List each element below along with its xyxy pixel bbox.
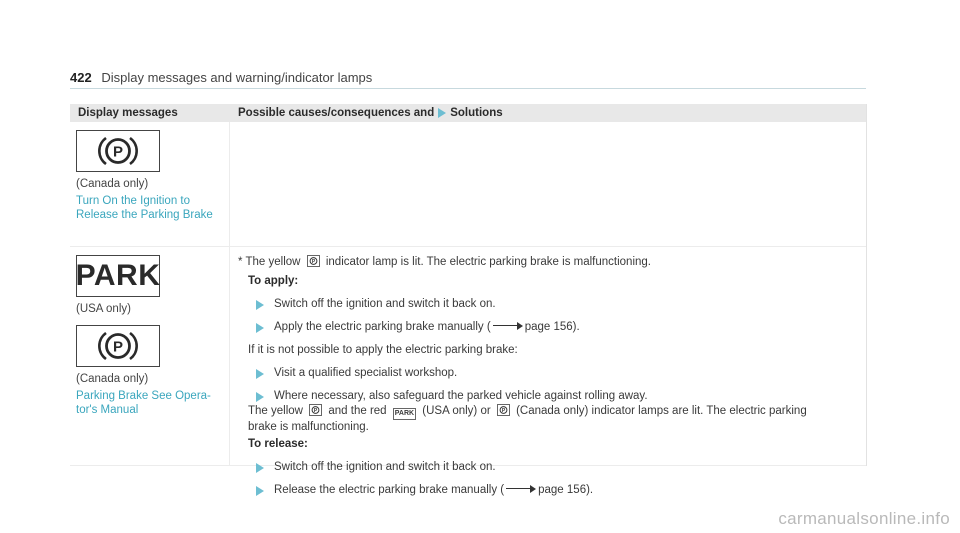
park-lamp — [76, 255, 160, 297]
solution-arrow-icon — [438, 108, 446, 118]
solution-arrow-icon — [256, 323, 264, 333]
text-fragment: The yellow — [248, 405, 303, 417]
step-text: Switch off the ignition and switch it back on. — [274, 461, 496, 473]
solution-step — [254, 460, 866, 475]
page-header — [70, 70, 372, 85]
step-text: Switch off the ignition and switch it back on. — [274, 298, 496, 310]
page-reference-link[interactable]: page 156). — [538, 484, 594, 496]
solution-arrow-icon — [256, 486, 264, 496]
watermark: carmanualsonline.info — [778, 509, 950, 528]
apply-heading: To apply: — [248, 275, 299, 287]
park-mini-icon: PARK — [393, 408, 416, 420]
caption-canada: (Canada only) — [76, 178, 149, 190]
solution-step — [254, 320, 866, 335]
step-text — [274, 483, 593, 498]
display-message — [76, 194, 229, 222]
caption-usa: (USA only) — [76, 303, 131, 315]
display-cell — [70, 122, 230, 246]
step-text-prefix: Release the electric parking brake manually ( — [274, 484, 505, 496]
solution-step — [254, 297, 866, 312]
solution-arrow-icon — [256, 463, 264, 473]
cause-suffix: indicator lamp is lit. The electric parking brake is malfunctioning. — [325, 256, 651, 268]
cause-prefix: The yellow — [245, 256, 301, 268]
message-line: tor's Manual — [76, 404, 139, 416]
page-title: Display messages and warning/indicator lamps — [101, 70, 373, 85]
svg-text:P: P — [112, 338, 124, 356]
message-line: Parking Brake See Opera- — [76, 390, 211, 402]
cause-text — [238, 255, 866, 270]
table-row — [70, 247, 866, 496]
table-header — [70, 104, 866, 122]
header-causes-label: Possible causes/consequences and — [238, 107, 435, 119]
solution-step — [254, 483, 866, 498]
header-causes — [230, 104, 866, 122]
parking-brake-lamp — [76, 130, 160, 172]
text-fragment: (USA only) or — [422, 405, 491, 417]
parking-brake-circle-icon — [98, 328, 138, 364]
page-number: 422 — [70, 70, 92, 85]
page-reference-arrow-icon — [493, 321, 523, 331]
text-fragment: (Canada only) indicator lamps are lit. The electric parking — [516, 405, 807, 417]
parking-brake-circle-icon — [98, 133, 138, 169]
parking-brake-mini-icon — [307, 255, 320, 267]
solution-step — [254, 366, 866, 381]
parking-brake-mini-icon — [497, 404, 510, 416]
solution-arrow-icon — [256, 369, 264, 379]
header-display-messages: Display messages — [78, 107, 178, 119]
parking-brake-lamp — [76, 325, 160, 367]
asterisk-marker: * — [238, 256, 243, 268]
release-heading: To release: — [248, 438, 308, 450]
yellow-red-text — [248, 404, 866, 435]
page-reference-arrow-icon — [506, 484, 536, 494]
display-cell — [70, 247, 230, 465]
parking-brake-mini-icon — [309, 404, 322, 416]
solution-arrow-icon — [256, 300, 264, 310]
messages-table — [70, 104, 867, 496]
causes-cell — [230, 247, 866, 496]
svg-text:P: P — [501, 408, 506, 414]
page-reference-link[interactable]: page 156). — [524, 321, 580, 333]
park-lamp-icon: PARK — [75, 259, 161, 292]
step-text: Visit a qualified specialist workshop. — [274, 367, 458, 379]
solution-arrow-icon — [256, 392, 264, 402]
step-text: Where necessary, also safeguard the parked vehicle against rolling away. — [274, 390, 648, 402]
causes-cell — [230, 122, 866, 246]
table-row — [70, 122, 866, 247]
message-line: Turn On the Ignition to — [76, 195, 191, 207]
svg-text:P: P — [311, 259, 315, 265]
solution-step — [254, 389, 866, 404]
text-fragment: brake is malfunctioning. — [248, 421, 369, 433]
text-fragment: and the red — [328, 405, 387, 417]
svg-text:P: P — [314, 408, 318, 414]
display-message — [76, 389, 229, 417]
message-line: Release the Parking Brake — [76, 209, 213, 221]
header-divider — [70, 88, 866, 89]
svg-text:P: P — [112, 143, 124, 161]
step-text-prefix: Apply the electric parking brake manually ( — [274, 321, 491, 333]
caption-canada: (Canada only) — [76, 373, 149, 385]
not-possible-text: If it is not possible to apply the electric parking brake: — [248, 344, 518, 356]
header-solutions-label: Solutions — [450, 107, 503, 119]
step-text — [274, 320, 580, 335]
